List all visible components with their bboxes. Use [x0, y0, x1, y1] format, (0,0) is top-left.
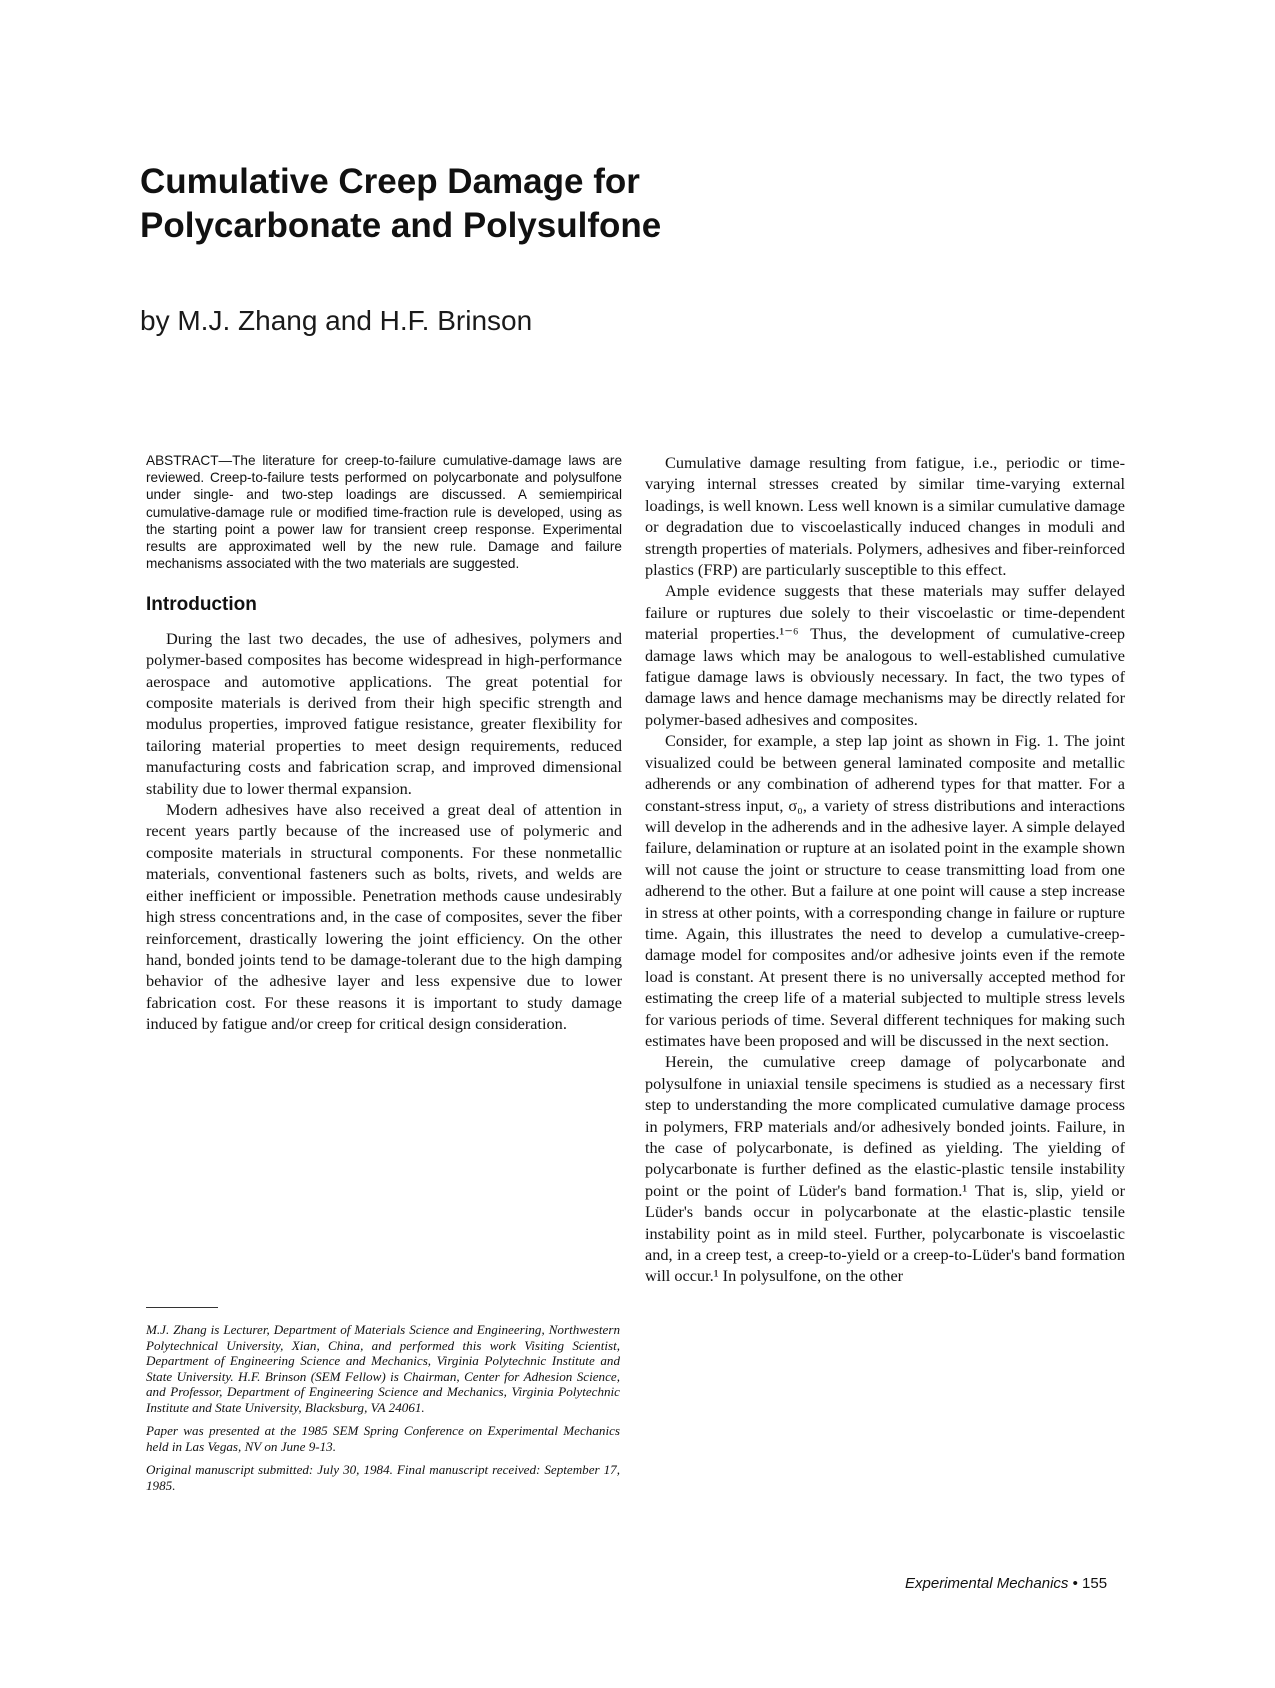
footnotes	[146, 1322, 620, 1501]
footer-separator: •	[1072, 1575, 1078, 1592]
intro-paragraph-2: Modern adhesives have also received a great deal of attention in recent years partly because of the increased use of polymeric and composite materials in structural components. For these nonmetallic materials, conventional fasteners such as bolts, rivets, and welds are either inefficient or impossible. Penetration methods cause undesirably high stress concentrations and, in the case of composites, sever the fiber reinforcement, drastically lowering the joint efficiency. On the other hand, bonded joints tend to be damage-tolerant due to the high damping behavior of the adhesive layer and less expensive due to lower fabrication cost. For these reasons it is important to study damage induced by fatigue and/or creep for critical design consideration.	[146, 800, 622, 1034]
footnote-divider	[146, 1307, 218, 1308]
left-column	[146, 452, 622, 1035]
body-paragraph-3: Consider, for example, a step lap joint as shown in Fig. 1. The joint visualized could be between general laminated composite and metallic adherends or any combination of adherend types for that matter. For a constant-stress input, σ₀, a variety of stress distributions and interactions will develop in the adherends and in the adhesive layer. A simple delayed failure, delamination or rupture at an isolated point in the example shown will not cause the joint or structure to cease transmitting load from one adherend to the other. But a failure at one point will cause a step increase in stress at other points, with a corresponding change in failure or rupture time. Again, this illustrates the need to develop a cumulative-creep-damage model for composites and/or adhesive joints even if the remote load is constant. At present there is no universally accepted method for estimating the creep life of a material subjected to multiple stress levels for various periods of time. Several different techniques for making such estimates have been proposed and will be discussed in the next section.	[645, 731, 1125, 1050]
body-paragraph-2: Ample evidence suggests that these materials may suffer delayed failure or ruptures due solely to their viscoelastic or time-dependent material properties.¹⁻⁶ Thus, the development of cumulative-creep damage laws which may be analogous to well-established cumulative fatigue damage laws is obviously necessary. In fact, the two types of damage laws and hence damage mechanisms may be directly related for polymer-based adhesives and composites.	[645, 581, 1125, 729]
body-paragraph-1: Cumulative damage resulting from fatigue, i.e., periodic or time-varying internal stresses created by similar time-varying external loadings, is well known. Less well known is a similar cumulative damage or degradation due to viscoelastically induced changes in moduli and strength properties of materials. Polymers, adhesives and fiber-reinforced plastics (FRP) are particularly susceptible to this effect.	[645, 453, 1125, 580]
intro-paragraph-1: During the last two decades, the use of adhesives, polymers and polymer-based composites has become widespread in high-performance aerospace and automotive applications. The great potential for composite materials is derived from their high specific strength and modulus properties, improved fatigue resistance, greater flexibility for tailoring material properties to meet design requirements, reduced manufacturing costs and fabrication scrap, and improved dimensional stability due to lower thermal expansion.	[146, 628, 622, 798]
footnote-manuscript-dates: Original manuscript submitted: July 30, 1984. Final manuscript received: September 17, 1985.	[146, 1462, 620, 1493]
title-line-2: Polycarbonate and Polysulfone	[140, 206, 662, 245]
footnote-conference: Paper was presented at the 1985 SEM Spring Conference on Experimental Mechanics held in Las Vegas, NV on June 9-13.	[146, 1423, 620, 1454]
author-byline: by M.J. Zhang and H.F. Brinson	[140, 305, 533, 336]
body-paragraph-4: Herein, the cumulative creep damage of polycarbonate and polysulfone in uniaxial tensile specimens is studied as a necessary first step to understanding the more complicated cumulative damage process in polymers, FRP materials and/or adhesively bonded joints. Failure, in the case of polycarbonate, is defined as yielding. The yielding of polycarbonate is further defined as the elastic-plastic tensile instability point or the point of Lüder's band formation.¹ That is, slip, yield or Lüder's bands occur in polycarbonate at the elastic-plastic tensile instability point as in mild steel. Further, polycarbonate is viscoelastic and, in a creep test, a creep-to-yield or a creep-to-Lüder's band formation will occur.¹ In polysulfone, on the other	[645, 1052, 1125, 1286]
right-column	[645, 452, 1125, 1287]
title-line-1: Cumulative Creep Damage for	[140, 162, 640, 201]
page-number: 155	[1082, 1575, 1108, 1592]
introduction-heading: Introduction	[146, 594, 257, 616]
journal-name: Experimental Mechanics	[905, 1575, 1069, 1592]
abstract: ABSTRACT—The literature for creep-to-failure cumulative-damage laws are reviewed. Creep-to-failure tests performed on polycarbonate and polysulfone under single- and two-step loadings are discussed. A semiempirical cumulative-damage rule or modified time-fraction rule is developed, using as the starting point a power law for transient creep response. Experimental results are approximated well by the new rule. Damage and failure mechanisms associated with the two materials are suggested.	[146, 453, 622, 572]
page-footer	[905, 1575, 1107, 1592]
footnote-author-affiliations: M.J. Zhang is Lecturer, Department of Materials Science and Engineering, Northwestern Polytechnical University, Xian, China, and performed this work Visiting Scientist, Department of Engineering Science and Mechanics, Virginia Polytechnic Institute and State University. H.F. Brinson (SEM Fellow) is Chairman, Center for Adhesion Science, and Professor, Department of Engineering Science and Mechanics, Virginia Polytechnic Institute and State University, Blacksburg, VA 24061.	[146, 1322, 620, 1415]
paper-title	[140, 160, 1040, 248]
